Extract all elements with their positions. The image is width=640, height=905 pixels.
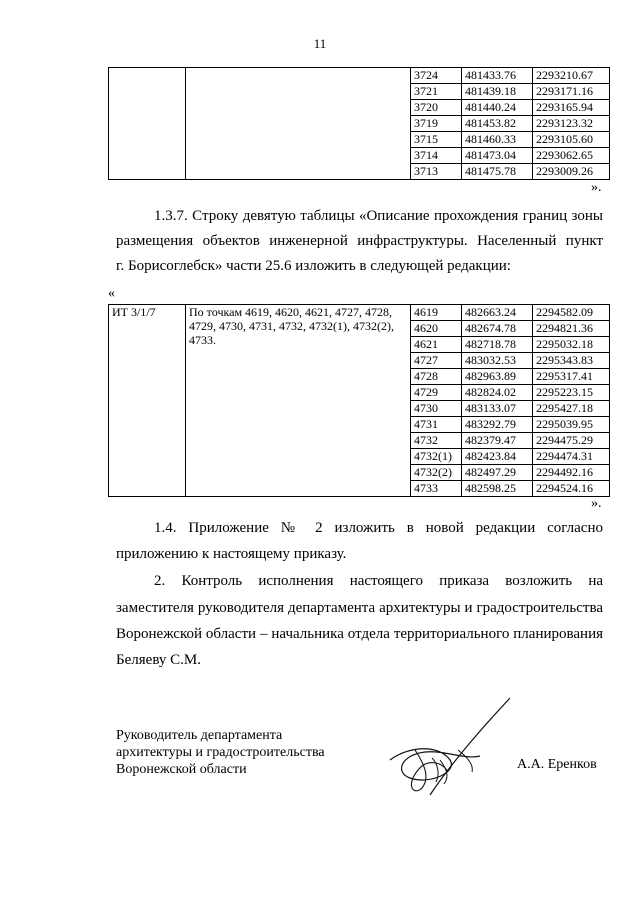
point-number-cell: 4732(2) (411, 465, 462, 481)
point-number-cell: 3720 (411, 100, 462, 116)
y-coordinate-cell: 2293165.94 (533, 100, 610, 116)
y-coordinate-cell: 2295343.83 (533, 353, 610, 369)
x-coordinate-cell: 483133.07 (462, 401, 533, 417)
x-coordinate-cell: 482598.25 (462, 481, 533, 497)
handwritten-signature (370, 690, 520, 810)
x-coordinate-cell: 483292.79 (462, 417, 533, 433)
opening-quote: « (108, 286, 115, 301)
x-coordinate-cell: 482497.29 (462, 465, 533, 481)
table-row (109, 68, 610, 84)
signatory-name: А.А. Еренков (517, 757, 597, 772)
point-number-cell: 3721 (411, 84, 462, 100)
empty-code-cell (109, 68, 186, 180)
zone-code-cell: ИТ 3/1/7 (109, 305, 186, 497)
paragraph-1-3-7-line2: размещения объектов инженерной инфраструктуры. Населенный пункт (116, 233, 603, 249)
y-coordinate-cell: 2293210.67 (533, 68, 610, 84)
signatory-title-line3: Воронежской области (116, 762, 247, 777)
x-coordinate-cell: 481453.82 (462, 116, 533, 132)
empty-description-cell (186, 68, 411, 180)
x-coordinate-cell: 482379.47 (462, 433, 533, 449)
y-coordinate-cell: 2293123.32 (533, 116, 610, 132)
closing-quote: ». (591, 180, 602, 195)
x-coordinate-cell: 482663.24 (462, 305, 533, 321)
y-coordinate-cell: 2294475.29 (533, 433, 610, 449)
point-number-cell: 4620 (411, 321, 462, 337)
paragraph-1-4-line1: 1.4. Приложение № 2 изложить в новой редакции согласно (154, 520, 603, 536)
x-coordinate-cell: 481439.18 (462, 84, 533, 100)
coordinates-table-it-3-1-7 (108, 304, 610, 497)
paragraph-2-line3: Воронежской области – начальника отдела территориального планирования (116, 626, 603, 642)
x-coordinate-cell: 481440.24 (462, 100, 533, 116)
y-coordinate-cell: 2295032.18 (533, 337, 610, 353)
point-number-cell: 4732 (411, 433, 462, 449)
page-number: 11 (313, 36, 327, 51)
y-coordinate-cell: 2294821.36 (533, 321, 610, 337)
x-coordinate-cell: 483032.53 (462, 353, 533, 369)
signatory-title-line2: архитектуры и градостроительства (116, 745, 325, 760)
y-coordinate-cell: 2294582.09 (533, 305, 610, 321)
x-coordinate-cell: 482963.89 (462, 369, 533, 385)
y-coordinate-cell: 2293171.16 (533, 84, 610, 100)
point-number-cell: 3715 (411, 132, 462, 148)
y-coordinate-cell: 2293062.65 (533, 148, 610, 164)
point-number-cell: 4727 (411, 353, 462, 369)
x-coordinate-cell: 482824.02 (462, 385, 533, 401)
point-number-cell: 3713 (411, 164, 462, 180)
x-coordinate-cell: 482674.78 (462, 321, 533, 337)
paragraph-1-3-7-line1: 1.3.7. Строку девятую таблицы «Описание прохождения границ зоны (154, 208, 603, 224)
paragraph-1-3-7-line3: г. Борисоглебск» части 25.6 изложить в следующей редакции: (116, 258, 511, 274)
paragraph-1-4-line2: приложению к настоящему приказу. (116, 546, 347, 562)
point-number-cell: 3719 (411, 116, 462, 132)
point-number-cell: 4733 (411, 481, 462, 497)
paragraph-2-line2: заместителя руководителя департамента архитектуры и градостроительства (116, 600, 603, 616)
signatory-title (116, 727, 325, 778)
signatory-title-line1: Руководитель департамента (116, 728, 283, 743)
point-number-cell: 4732(1) (411, 449, 462, 465)
y-coordinate-cell: 2295039.95 (533, 417, 610, 433)
x-coordinate-cell: 481475.78 (462, 164, 533, 180)
x-coordinate-cell: 481473.04 (462, 148, 533, 164)
paragraph-2-line1: 2. Контроль исполнения настоящего приказа возложить на (154, 573, 603, 589)
y-coordinate-cell: 2294524.16 (533, 481, 610, 497)
x-coordinate-cell: 482718.78 (462, 337, 533, 353)
point-number-cell: 4729 (411, 385, 462, 401)
y-coordinate-cell: 2295427.18 (533, 401, 610, 417)
table-row (109, 305, 610, 321)
y-coordinate-cell: 2295223.15 (533, 385, 610, 401)
y-coordinate-cell: 2295317.41 (533, 369, 610, 385)
closing-quote-2: ». (591, 496, 602, 511)
x-coordinate-cell: 481433.76 (462, 68, 533, 84)
y-coordinate-cell: 2293105.60 (533, 132, 610, 148)
x-coordinate-cell: 482423.84 (462, 449, 533, 465)
x-coordinate-cell: 481460.33 (462, 132, 533, 148)
point-number-cell: 4731 (411, 417, 462, 433)
y-coordinate-cell: 2294492.16 (533, 465, 610, 481)
description-cell: По точкам 4619, 4620, 4621, 4727, 4728, 4729, 4730, 4731, 4732, 4732(1), 4732(2), 4733. (186, 305, 411, 497)
point-number-cell: 4621 (411, 337, 462, 353)
point-number-cell: 4728 (411, 369, 462, 385)
y-coordinate-cell: 2294474.31 (533, 449, 610, 465)
coordinates-table-continuation (108, 67, 610, 180)
point-number-cell: 3714 (411, 148, 462, 164)
point-number-cell: 4619 (411, 305, 462, 321)
point-number-cell: 3724 (411, 68, 462, 84)
point-number-cell: 4730 (411, 401, 462, 417)
y-coordinate-cell: 2293009.26 (533, 164, 610, 180)
paragraph-2-line4: Беляеву С.М. (116, 652, 201, 668)
